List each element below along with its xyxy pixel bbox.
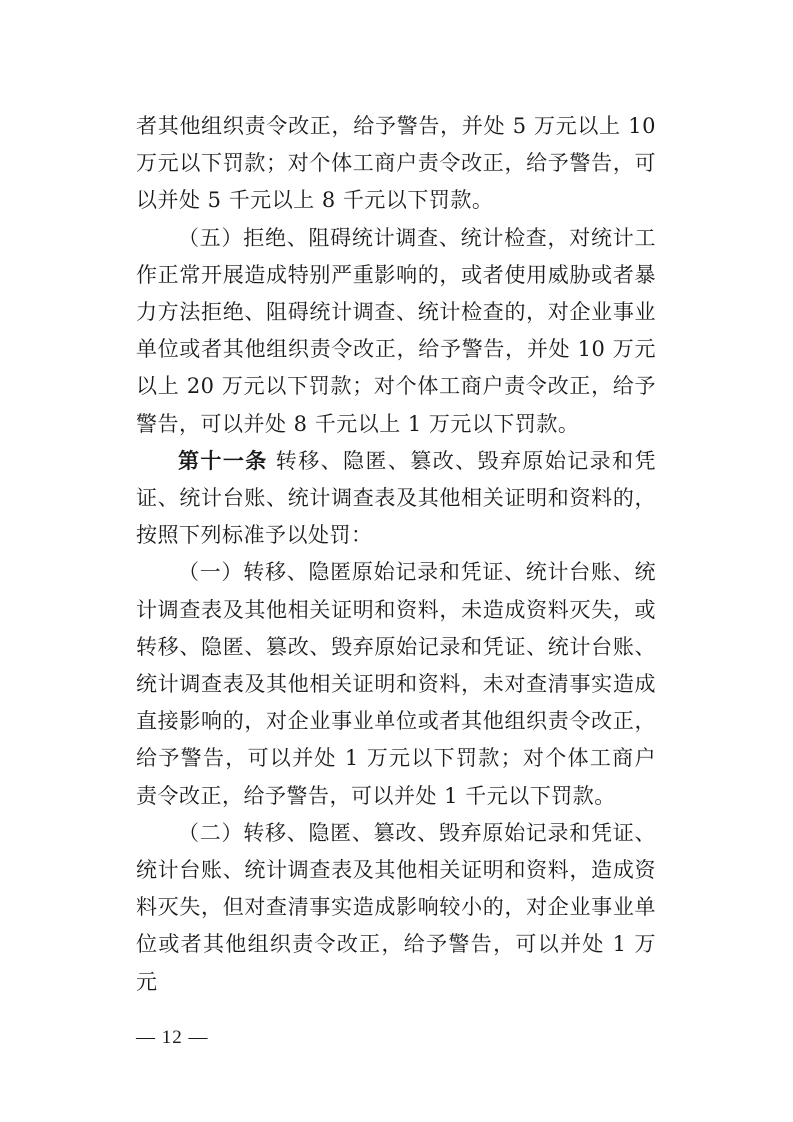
page-number: — 12 — (136, 1027, 209, 1048)
paragraph-item-2: （二）转移、隐匿、篡改、毁弃原始记录和凭证、统计台账、统计调查表及其他相关证明和资料，造成资料灭失，但对查清事实造成影响较小的，对企业事业单位或者其他组织责令改正，给予警告，可以并处 1 万元 (136, 820, 656, 994)
article-number: 第十一条 (178, 448, 268, 473)
paragraph-article-11 (136, 443, 656, 555)
body-text (136, 108, 656, 1001)
article-11-text: 转移、隐匿、篡改、毁弃原始记录和凭证、统计台账、统计调查表及其他相关证明和资料的，按照下列标准予以处罚： (136, 448, 656, 548)
paragraph-item-5: （五）拒绝、阻碍统计调查、统计检查，对统计工作正常开展造成特别严重影响的，或者使用威胁或者暴力方法拒绝、阻碍统计调查、统计检查的，对企业事业单位或者其他组织责令改正，给予警告，并处 10 万元以上 20 万元以下罚款；对个体工商户责令改正，给予警告，可以并处 8 千元以上 1 万元以下罚款。 (136, 225, 656, 436)
paragraph-item-1: （一）转移、隐匿原始记录和凭证、统计台账、统计调查表及其他相关证明和资料，未造成资料灭失，或转移、隐匿、篡改、毁弃原始记录和凭证、统计台账、统计调查表及其他相关证明和资料，未对查清事实造成直接影响的，对企业事业单位或者其他组织责令改正，给予警告，可以并处 1 万元以下罚款；对个体工商户责令改正，给予警告，可以并处 1 千元以下罚款。 (136, 560, 656, 808)
paragraph-continued: 者其他组织责令改正，给予警告，并处 5 万元以上 10 万元以下罚款；对个体工商户责令改正，给予警告，可以并处 5 千元以上 8 千元以下罚款。 (136, 114, 656, 213)
